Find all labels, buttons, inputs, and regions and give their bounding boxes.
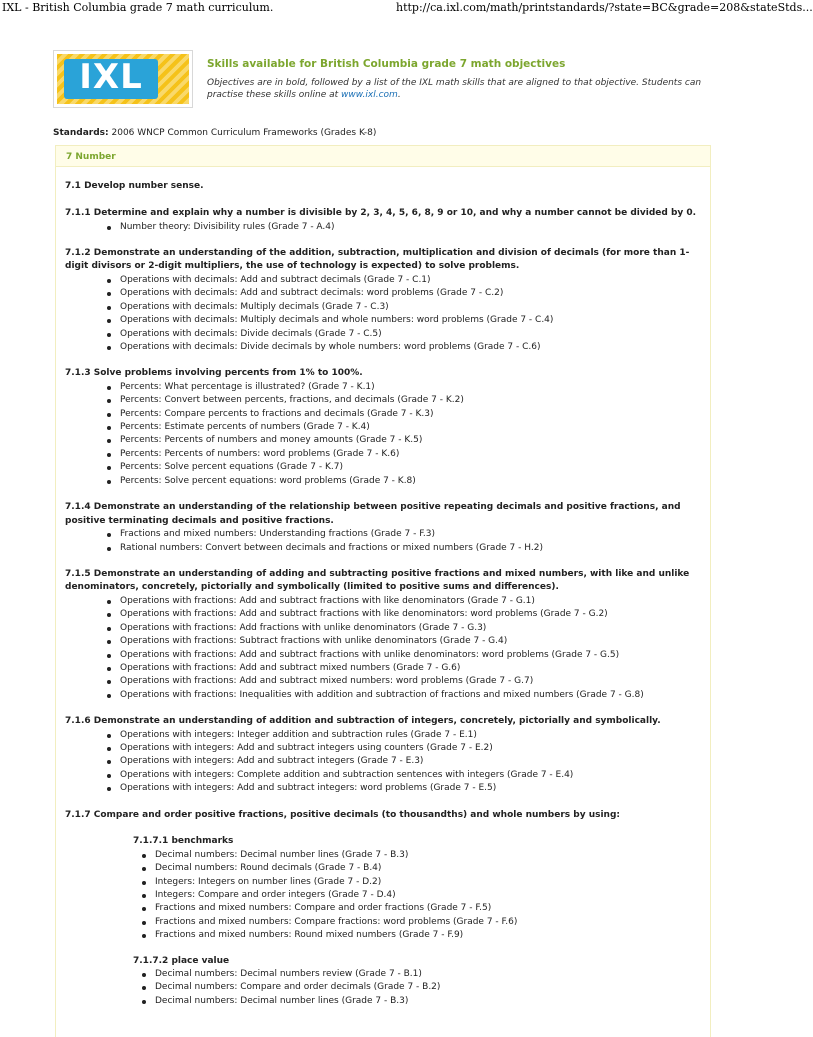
page-description	[207, 77, 713, 101]
skill-item: Operations with decimals: Divide decimals (Grade 7 - C.5)	[65, 328, 705, 341]
skill-item: Decimal numbers: Round decimals (Grade 7 - B.4)	[133, 862, 705, 875]
skill-item: Fractions and mixed numbers: Compare fractions: word problems (Grade 7 - F.6)	[133, 916, 705, 929]
objective	[65, 247, 705, 354]
skill-item: Operations with fractions: Add and subtract mixed numbers: word problems (Grade 7 - G.7)	[65, 675, 705, 688]
skill-list	[133, 968, 705, 1008]
skill-item: Percents: Percents of numbers: word problems (Grade 7 - K.6)	[65, 448, 705, 461]
skill-list	[65, 729, 705, 796]
skill-item: Fractions and mixed numbers: Round mixed numbers (Grade 7 - F.9)	[133, 929, 705, 942]
skill-item: Decimal numbers: Decimal number lines (Grade 7 - B.3)	[133, 995, 705, 1008]
skill-item: Operations with fractions: Subtract fractions with unlike denominators (Grade 7 - G.4)	[65, 635, 705, 648]
ixl-logo	[53, 50, 193, 108]
subobjective-list	[65, 835, 705, 1008]
ixl-link[interactable]: www.ixl.com	[341, 90, 398, 100]
objective-title: 7.1.6 Demonstrate an understanding of addition and subtraction of integers, concretely, pictorially and symbolically.	[65, 716, 661, 727]
skill-list	[65, 221, 705, 234]
skill-item: Decimal numbers: Decimal numbers review (Grade 7 - B.1)	[133, 968, 705, 981]
skill-item: Percents: What percentage is illustrated? (Grade 7 - K.1)	[65, 381, 705, 394]
document-url: http://ca.ixl.com/math/printstandards/?state=BC&grade=208&stateStds...	[396, 1, 813, 14]
objective-title: 7.1.7 Compare and order positive fractions, positive decimals (to thousandths) and whole numbers by using:	[65, 809, 620, 820]
skill-item: Percents: Percents of numbers and money amounts (Grade 7 - K.5)	[65, 434, 705, 447]
skill-item: Operations with integers: Add and subtract integers using counters (Grade 7 - E.2)	[65, 742, 705, 755]
skill-item: Percents: Estimate percents of numbers (Grade 7 - K.4)	[65, 421, 705, 434]
objective-title: 7.1.5 Demonstrate an understanding of adding and subtracting positive fractions and mixed numbers, with like and unlike denominators, concretely, pictorially and symbolically (limited to positive sums and differences).	[65, 568, 690, 593]
skill-item: Operations with integers: Add and subtract integers (Grade 7 - E.3)	[65, 755, 705, 768]
skill-item: Operations with decimals: Add and subtract decimals: word problems (Grade 7 - C.2)	[65, 287, 705, 300]
skill-item: Operations with integers: Add and subtract integers: word problems (Grade 7 - E.5)	[65, 782, 705, 795]
objective-title: 7.1.7.1 benchmarks	[133, 836, 234, 847]
objective-list	[65, 207, 705, 822]
skill-item: Percents: Convert between percents, fractions, and decimals (Grade 7 - K.2)	[65, 394, 705, 407]
objective	[65, 501, 705, 555]
standards-label: Standards:	[53, 128, 109, 138]
objectives-content	[65, 180, 705, 1020]
logo-text: IXL	[79, 57, 143, 97]
ixl-header	[53, 50, 713, 110]
skill-item: Operations with fractions: Add and subtract fractions with like denominators (Grade 7 - G.1)	[65, 595, 705, 608]
level1-heading: 7.1 Develop number sense.	[65, 181, 204, 191]
skill-item: Operations with integers: Complete addition and subtraction sentences with integers (Grade 7 - E.4)	[65, 769, 705, 782]
objective	[65, 809, 705, 823]
objective	[65, 207, 705, 234]
subobjective	[133, 835, 705, 942]
skill-item: Decimal numbers: Compare and order decimals (Grade 7 - B.2)	[133, 981, 705, 994]
skill-list	[65, 381, 705, 488]
skill-item: Integers: Compare and order integers (Grade 7 - D.4)	[133, 889, 705, 902]
section-band	[55, 145, 711, 167]
skill-item: Operations with fractions: Add and subtract mixed numbers (Grade 7 - G.6)	[65, 662, 705, 675]
skill-item: Fractions and mixed numbers: Understanding fractions (Grade 7 - F.3)	[65, 528, 705, 541]
skill-item: Rational numbers: Convert between decimals and fractions or mixed numbers (Grade 7 - H.2)	[65, 542, 705, 555]
skill-item: Operations with decimals: Multiply decimals (Grade 7 - C.3)	[65, 301, 705, 314]
objective-title: 7.1.4 Demonstrate an understanding of the relationship between positive repeating decimals and positive fractions, and positive terminating decimals and positive fractions.	[65, 502, 681, 526]
page-header-bar	[0, 0, 813, 16]
skill-item: Operations with fractions: Inequalities with addition and subtraction of fractions and mixed numbers (Grade 7 - G.8)	[65, 689, 705, 702]
document-title: IXL - British Columbia grade 7 math curriculum.	[2, 1, 274, 14]
skill-item: Operations with decimals: Add and subtract decimals (Grade 7 - C.1)	[65, 274, 705, 287]
section-title: 7 Number	[66, 152, 116, 162]
subobjective	[133, 955, 705, 1009]
objective-title: 7.1.3 Solve problems involving percents from 1% to 100%.	[65, 368, 363, 379]
skill-list	[65, 528, 705, 555]
skill-item: Integers: Integers on number lines (Grade 7 - D.2)	[133, 876, 705, 889]
page-title: Skills available for British Columbia grade 7 math objectives	[207, 58, 566, 70]
skill-item: Percents: Solve percent equations: word problems (Grade 7 - K.8)	[65, 475, 705, 488]
skill-list	[65, 274, 705, 354]
description-end: .	[397, 90, 401, 100]
skill-item: Operations with integers: Integer addition and subtraction rules (Grade 7 - E.1)	[65, 729, 705, 742]
skill-item: Operations with decimals: Divide decimals by whole numbers: word problems (Grade 7 - C.6)	[65, 341, 705, 354]
objective-title: 7.1.1 Determine and explain why a number is divisible by 2, 3, 4, 5, 6, 8, 9 or 10, and why a number cannot be divided by 0.	[65, 208, 697, 218]
objective-title: 7.1.2 Demonstrate an understanding of the addition, subtraction, multiplication and division of decimals (for more than 1-digit divisors or 2-digit multipliers, the use of technology is expected) to solve problems.	[65, 247, 690, 272]
objective	[65, 715, 705, 796]
skill-item: Operations with fractions: Add fractions with unlike denominators (Grade 7 - G.3)	[65, 622, 705, 635]
skill-item: Percents: Solve percent equations (Grade 7 - K.7)	[65, 461, 705, 474]
skill-item: Number theory: Divisibility rules (Grade 7 - A.4)	[65, 221, 705, 234]
skill-item: Percents: Compare percents to fractions and decimals (Grade 7 - K.3)	[65, 408, 705, 421]
description-text: Objectives are in bold, followed by a list of the IXL math skills that are aligned to that objective. Students can practise these skills online at	[207, 78, 702, 100]
objective	[65, 568, 705, 702]
standards-value: 2006 WNCP Common Curriculum Frameworks (Grades K-8)	[111, 128, 377, 138]
skill-list	[133, 849, 705, 943]
standards-line	[53, 128, 376, 138]
skill-list	[65, 595, 705, 702]
skill-item: Operations with decimals: Multiply decimals and whole numbers: word problems (Grade 7 - C.4)	[65, 314, 705, 327]
skill-item: Operations with fractions: Add and subtract fractions with like denominators: word problems (Grade 7 - G.2)	[65, 608, 705, 621]
skill-item: Operations with fractions: Add and subtract fractions with unlike denominators: word problems (Grade 7 - G.5)	[65, 649, 705, 662]
skill-item: Fractions and mixed numbers: Compare and order fractions (Grade 7 - F.5)	[133, 902, 705, 915]
objective-title: 7.1.7.2 place value	[133, 955, 230, 966]
skill-item: Decimal numbers: Decimal number lines (Grade 7 - B.3)	[133, 849, 705, 862]
objective	[65, 367, 705, 488]
